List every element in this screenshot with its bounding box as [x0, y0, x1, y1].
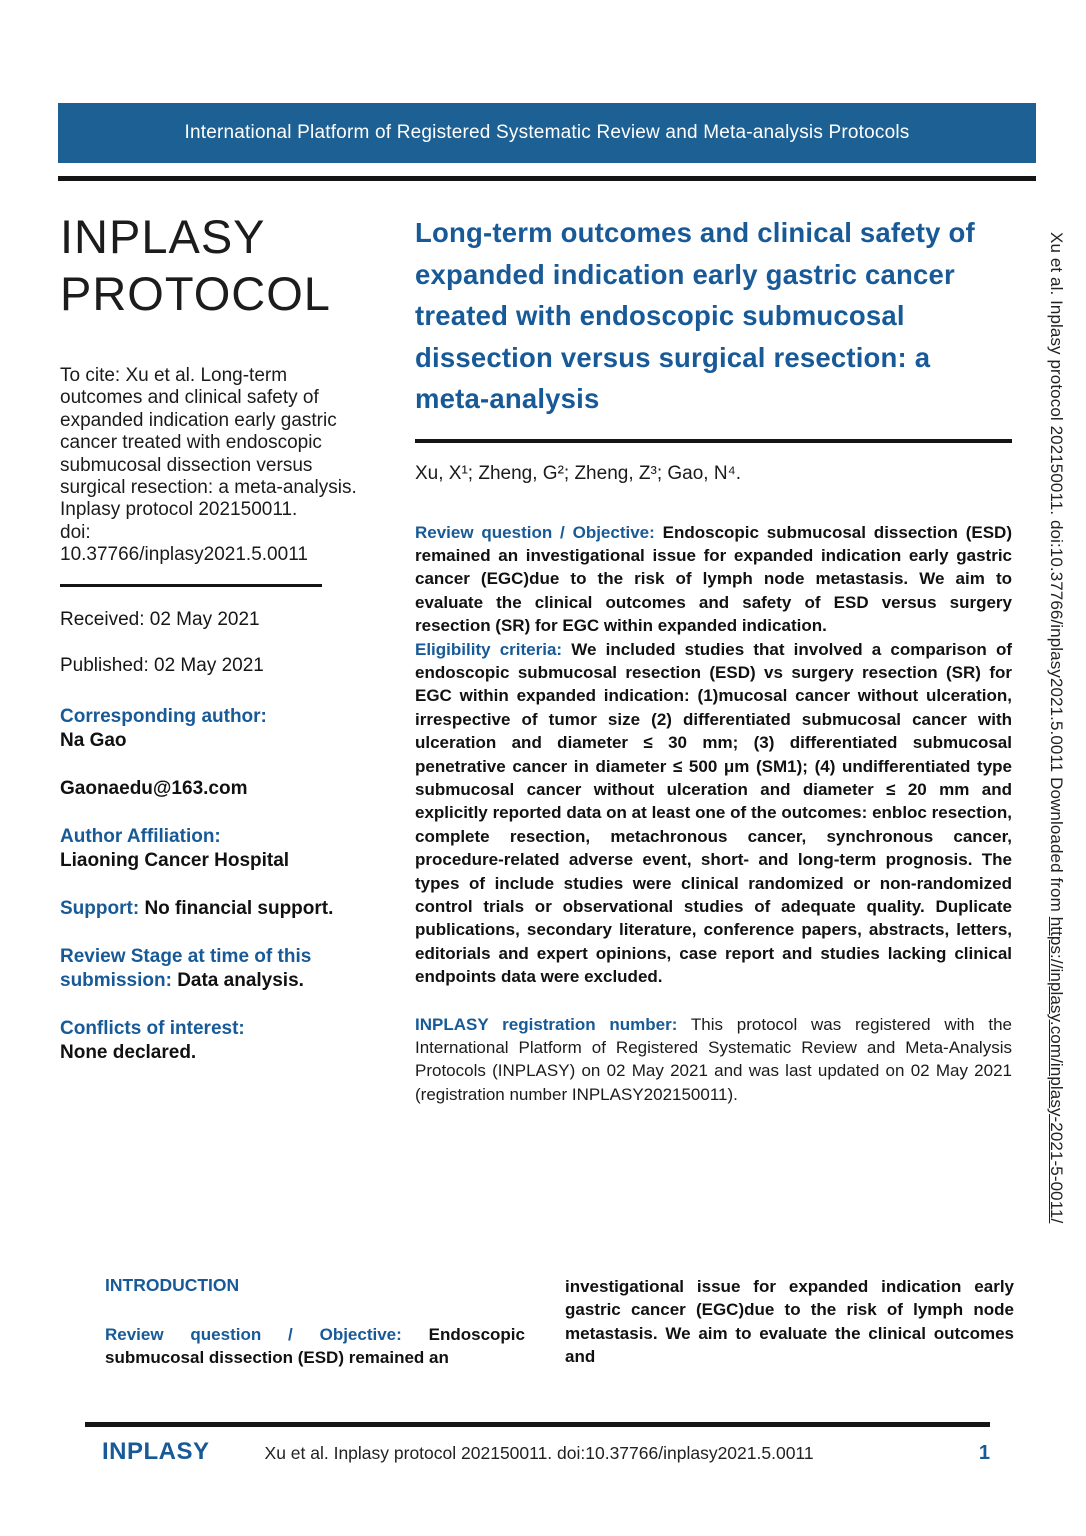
- footer: [102, 1438, 990, 1466]
- support-value: No financial support.: [144, 897, 334, 919]
- corresponding-author-block: [60, 705, 362, 753]
- doi-label: doi:: [60, 521, 91, 543]
- affiliation-value: Liaoning Cancer Hospital: [60, 849, 290, 871]
- received-date: Received: 02 May 2021: [60, 608, 260, 630]
- footer-brand: INPLASY: [102, 1438, 210, 1465]
- eligibility-paragraph: [415, 638, 1012, 989]
- eligibility-label: Eligibility criteria:: [415, 639, 563, 659]
- registration-text: This protocol was registered with the International Platform of Registered Systematic Review and Meta-Analysis Protocols (INPLASY) on 02 May 2021 and was last updated on 02 May 2021 (registration number INPLASY202150011).: [415, 1014, 1012, 1104]
- masthead-inplasy: INPLASY: [60, 210, 266, 263]
- corresponding-author-name: Na Gao: [60, 729, 127, 751]
- introduction-review-question-label: Review question / Objective:: [105, 1325, 402, 1344]
- introduction-left-column: [105, 1275, 525, 1369]
- conflicts-label: Conflicts of interest:: [60, 1017, 245, 1039]
- review-stage-block: [60, 945, 362, 993]
- sidebar-vertical-link[interactable]: https://inplasy.com/inplasy-2021-5-0011/: [1047, 916, 1066, 1224]
- conflicts-value: None declared.: [60, 1041, 197, 1063]
- review-question-paragraph: [415, 521, 1012, 638]
- introduction-right-column: [565, 1275, 1014, 1368]
- support-block: [60, 897, 362, 921]
- support-label: Support:: [60, 897, 140, 919]
- footer-divider: [85, 1422, 990, 1427]
- introduction-left-text: Endoscopic submucosal dissection (ESD) remained an: [105, 1325, 525, 1367]
- left-column: [60, 208, 362, 1065]
- introduction-heading: INTRODUCTION: [105, 1275, 240, 1295]
- citation-divider: [60, 584, 322, 587]
- footer-page-number: 1: [978, 1442, 990, 1464]
- review-stage-label: Review Stage at time of this submission:: [60, 945, 312, 991]
- registration-paragraph: [415, 1013, 1012, 1107]
- footer-citation: Xu et al. Inplasy protocol 202150011. doi:10.37766/inplasy2021.5.0011: [264, 1443, 814, 1463]
- eligibility-text: We included studies that involved a comparison of endoscopic submucosal resection (ESD) vs surgery resection (SR) for EGC within expanded indication: (1)mucosal cancer without ulceration, irrespective of tumor size (2) differentiated submucosal cancer with ulceration and diameter ≤ 30 mm; (3) differentiated submucosal penetrative cancer in diameter ≤ 500 μm (SM1); (4) undifferentiated type submucosal cancer without ulceration and diameter ≤ 20 mm and explicitly reported data on at least one of the outcomes: enbloc resection, complete resection, metachronous cancer, synchronous cancer, procedure-related adverse event, short- and long-term prognosis. The types of include studies were clinical randomized or non-randomized control trials or observational studies of adequate quality. Duplicate publications, secondary literature, conference papers, abstracts, letters, editorials and expert opinions, case report and studies lacking clinical endpoints data were excluded.: [415, 639, 1012, 987]
- conflicts-block: [60, 1017, 362, 1065]
- doi-value: 10.37766/inplasy2021.5.0011: [60, 544, 308, 566]
- to-cite-text: To cite: Xu et al. Long-term outcomes and clinical safety of expanded indication early gastric cancer treated with endoscopic submucosal dissection versus surgical resection: a meta-analysis. Inplasy protocol 202150011.: [60, 365, 357, 521]
- published-date: Published: 02 May 2021: [60, 654, 264, 676]
- authors-line: Xu, X¹; Zheng, G²; Zheng, Z³; Gao, N⁴.: [415, 462, 742, 484]
- review-question-label: Review question / Objective:: [415, 522, 655, 542]
- introduction-left-paragraph: [105, 1323, 525, 1369]
- to-cite-block: [60, 365, 362, 567]
- affiliation-label: Author Affiliation:: [60, 825, 221, 847]
- author-email: Gaonaedu@163.com: [60, 777, 248, 799]
- author-email-block: [60, 777, 362, 801]
- affiliation-block: [60, 825, 362, 873]
- introduction-right-text: investigational issue for expanded indication early gastric cancer (EGC)due to the risk of lymph node metastasis. We aim to evaluate the clinical outcomes and: [565, 1277, 1014, 1366]
- sidebar-vertical-text: Xu et al. Inplasy protocol 202150011. doi:10.37766/inplasy2021.5.0011 Downloaded from: [1047, 232, 1066, 917]
- right-column: [415, 212, 1012, 1106]
- article-title: Long-term outcomes and clinical safety of expanded indication early gastric cancer treated with endoscopic submucosal dissection versus surgical resection: a meta-analysis: [415, 217, 975, 414]
- sidebar-vertical-citation: [1046, 232, 1066, 1332]
- masthead-protocol: PROTOCOL: [60, 267, 331, 320]
- platform-banner-title: International Platform of Registered Systematic Review and Meta-analysis Protocols: [184, 122, 910, 143]
- registration-label: INPLASY registration number:: [415, 1014, 678, 1034]
- platform-banner: [58, 103, 1036, 163]
- review-question-text: Endoscopic submucosal dissection (ESD) remained an investigational issue for expanded indication early gastric cancer (EGC)due to the risk of lymph node metastasis. We aim to evaluate the clinical outcomes and safety of ESD versus surgery resection (SR) for EGC within expanded indication.: [415, 522, 1012, 636]
- masthead: [60, 208, 362, 322]
- top-divider: [58, 176, 1036, 181]
- review-stage-value: Data analysis.: [177, 969, 304, 991]
- title-divider: [415, 439, 1012, 443]
- corresponding-author-label: Corresponding author:: [60, 705, 267, 727]
